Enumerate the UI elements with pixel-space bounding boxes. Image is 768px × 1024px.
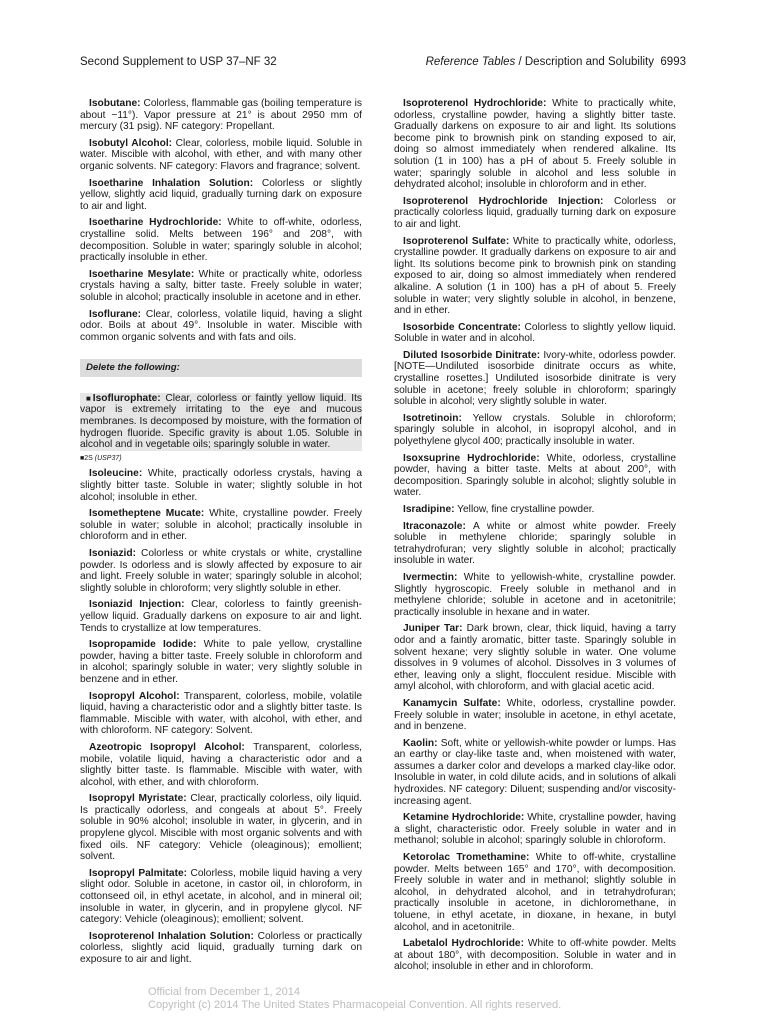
entry-term: Isoflurophate: xyxy=(92,392,161,404)
entry-term: Azeotropic Isopropyl Alcohol: xyxy=(89,741,245,753)
entry-text: Colorless, mobile liquid having a very slight odor. Soluble in acetone, in castor oil, in chloroform, in cottonseed oil, in ethyl acetate, in alcohol, and in mineral oil; insoluble in water, in glycerin, and in propylene glycol. NF category: Vehicle (oleaginous); emollient; solvent. xyxy=(80,867,362,926)
deletion-ref-mark: ■2S xyxy=(80,454,93,462)
delete-notice-bar: Delete the following: xyxy=(80,359,362,377)
entry-text: Transparent, colorless, mobile, volatile liquid, having a characteristic odor and a slightly bitter taste. Is flammable. Miscible with water, with alcohol, with ether, and with chloroform. xyxy=(80,741,362,788)
entry-term: Isoleucine: xyxy=(89,468,143,480)
entry-text: White, practically odorless crystals, having a slightly bitter taste. Soluble in water; slightly soluble in hot alcohol; insoluble in ether. xyxy=(80,468,362,503)
entry-text: White to practically white, odorless, crystalline powder. It gradually darkens on exposure to air and light. Its solutions become pink to brownish pink on standing exposed to air, doing so almost immediately when rendered alkaline. A solution (1 in 100) has a pH of about 5. Freely soluble in water; very slightly soluble in alcohol, in benzene, and in ether. xyxy=(394,235,676,317)
right-column xyxy=(394,98,676,978)
section-title-rest: / Description and Solubility xyxy=(515,56,655,68)
entry-text: White, crystalline powder, having a slight, characteristic odor. Freely soluble in water and in methanol; soluble in alcohol; sparingly soluble in chloroform. xyxy=(394,812,676,847)
section-title xyxy=(426,54,686,70)
left-entries-after xyxy=(80,468,362,965)
entry-term: Isoetharine Inhalation Solution: xyxy=(89,177,254,189)
entry-text: Clear, colorless to faintly greenish-yellow liquid. Gradually darkens on exposure to air and light. Tends to crystallize at low temperatures. xyxy=(80,599,362,634)
page-number: 6993 xyxy=(660,56,686,68)
entry-term: Isoproterenol Hydrochloride Injection: xyxy=(403,195,604,207)
deleted-entry xyxy=(80,393,362,451)
deletion-mark: ■ xyxy=(86,393,93,403)
entry-text: White, odorless, crystalline powder, having a bitter taste. Melts at about 200°, with decomposition. Sparingly soluble in alcohol; slightly soluble in water. xyxy=(394,452,676,499)
entry-term: Isoproterenol Inhalation Solution: xyxy=(89,930,254,942)
monograph-entry xyxy=(80,309,362,344)
entry-term: Isoetharine Hydrochloride: xyxy=(89,217,222,229)
copyright-footer xyxy=(148,986,561,1012)
monograph-entry xyxy=(80,269,362,304)
entry-text: Clear, colorless, volatile liquid, having a slight odor. Boils at about 49°. Insoluble in water. Miscible with common organic solvents and with fats and oils. xyxy=(80,308,362,343)
entry-text: White or practically white, odorless crystals having a salty, bitter taste. Freely soluble in water; soluble in alcohol; practically insoluble in acetone and in ether. xyxy=(80,268,362,303)
monograph-entry xyxy=(80,931,362,966)
entry-term: Isoniazid: xyxy=(89,548,136,559)
monograph-entry xyxy=(394,98,676,191)
entry-term: Kaolin: xyxy=(403,737,438,749)
entry-term: Isotretinoin: xyxy=(403,412,462,424)
entry-term: Isobutyl Alcohol: xyxy=(89,137,173,149)
monograph-entry xyxy=(394,236,676,317)
monograph-entry xyxy=(394,504,676,516)
entry-term: Isoetharine Mesylate: xyxy=(89,268,195,280)
monograph-entry xyxy=(394,413,676,448)
entry-text: Transparent, colorless, mobile, volatile liquid, having a characteristic odor and a slightly bitter taste. Is flammable. Miscible with water, with alcohol, with ether, and with chloroform. NF category: Solvent. xyxy=(80,690,362,737)
entry-term: Isoxsuprine Hydrochloride: xyxy=(403,452,540,464)
entry-text: Colorless or slightly yellow, slightly acid liquid, gradually turning dark on exposure to air and light. xyxy=(80,177,362,212)
monograph-entry xyxy=(80,217,362,263)
monograph-entry xyxy=(394,350,676,408)
entry-term: Isopropyl Alcohol: xyxy=(89,690,180,702)
entry-term: Itraconazole: xyxy=(403,520,466,532)
entry-term: Isosorbide Concentrate: xyxy=(403,321,521,333)
monograph-entry xyxy=(394,938,676,973)
monograph-entry xyxy=(80,599,362,634)
monograph-entry xyxy=(394,453,676,499)
monograph-entry xyxy=(80,868,362,926)
monograph-entry xyxy=(394,196,676,231)
entry-term: Isoproterenol Hydrochloride: xyxy=(403,98,547,109)
entry-text: Clear, colorless or faintly yellow liquid. Its vapor is extremely irritating to the eye and mucous membranes. Is decomposed by moisture, with the formation of hydrogen fluoride. Specific gravity is about 1.05. Soluble in alcohol and in vegetable oils; sparingly soluble in water. xyxy=(80,392,362,451)
monograph-entry xyxy=(80,742,362,788)
section-title-italic: Reference Tables xyxy=(425,56,516,68)
monograph-entry xyxy=(80,178,362,213)
entry-text: White to off-white, odorless, crystalline solid. Melts between 196° and 208°, with decomposition. Soluble in water; sparingly soluble in alcohol; practically insoluble in ether. xyxy=(80,217,362,264)
monograph-entry xyxy=(80,468,362,503)
monograph-entry xyxy=(80,548,362,594)
entry-term: Isopropyl Palmitate: xyxy=(89,867,188,879)
deletion-reference xyxy=(80,453,362,465)
running-header xyxy=(80,54,686,70)
entry-text: Clear, colorless, mobile liquid. Soluble in water. Miscible with alcohol, with ether, and with many other organic solvents. NF category: Flavors and fragrance; solvent. xyxy=(80,137,362,172)
entry-text: White, crystalline powder. Freely soluble in water; soluble in alcohol; practically insoluble in chloroform and in ether. xyxy=(80,508,362,543)
entry-term: Ketorolac Tromethamine: xyxy=(403,852,530,864)
entry-text: White to yellowish-white, crystalline powder. Slightly hygroscopic. Freely soluble in methanol and in methylene chloride; soluble in acetone and in acetonitrile; practically insoluble in hexane and in water. xyxy=(394,571,676,618)
entry-text: Ivory-white, odorless powder. [NOTE—Undiluted isosorbide dinitrate occurs as white, crystalline rosettes.] Undiluted isosorbide dinitrate is very soluble in acetone; freely soluble in chloroform; sparingly soluble in alcohol; very slightly soluble in water. xyxy=(394,349,676,408)
entry-term: Juniper Tar: xyxy=(403,623,463,635)
entry-text: Colorless or white crystals or white, crystalline powder. Is odorless and is slowly affected by exposure to air and light. Freely soluble in water; sparingly soluble in alcohol; slightly soluble in chloroform; very slightly soluble in ether. xyxy=(80,548,362,594)
monograph-entry xyxy=(394,623,676,693)
entry-text: Dark brown, clear, thick liquid, having a tarry odor and a faintly aromatic, bitter taste. Sparingly soluble in solvent hexane; very slightly soluble in water. One volume dissolves in 9 volumes of alcohol. Dissolves in 3 volumes of ether, leaving only a slight, flocculent residue. Miscible with amyl alcohol, with chloroform, and with glacial acetic acid. xyxy=(394,623,676,693)
entry-text: Yellow crystals. Soluble in chloroform; sparingly soluble in alcohol, in isopropyl alcohol, and in polyethylene glycol 400; practically insoluble in water. xyxy=(394,412,676,448)
monograph-entry xyxy=(394,698,676,733)
monograph-entry xyxy=(80,639,362,685)
entry-term: Isradipine: xyxy=(403,504,455,515)
entry-term: Isopropyl Myristate: xyxy=(89,793,187,805)
entry-text: White, odorless, crystalline powder. Freely soluble in water; insoluble in acetone, in ethyl acetate, and in benzene. xyxy=(394,697,676,733)
monograph-entry xyxy=(394,521,676,567)
entry-term: Labetalol Hydrochloride: xyxy=(403,938,524,950)
deletion-ref-source: (USP37) xyxy=(94,454,122,462)
entry-text: White to pale yellow, crystalline powder, having a bitter taste. Freely soluble in chloroform and in alcohol; sparingly soluble in water; very slightly soluble in benzene and in ether. xyxy=(80,639,362,685)
entry-term: Isoflurane: xyxy=(89,308,142,320)
entry-text: Colorless or practically colorless, slightly acid liquid, gradually turning dark on exposure to air and light. xyxy=(80,930,362,965)
entry-term: Ivermectin: xyxy=(403,571,458,583)
left-entries-before xyxy=(80,98,362,343)
entry-term: Kanamycin Sulfate: xyxy=(403,697,501,709)
monograph-entry xyxy=(394,812,676,847)
entry-text: White to off-white powder. Melts at about 180°, with decomposition. Soluble in water and in alcohol; insoluble in ether and in chloroform. xyxy=(394,938,676,973)
monograph-entry xyxy=(80,691,362,737)
entry-term: Isoproterenol Sulfate: xyxy=(403,235,510,247)
entry-term: Isometheptene Mucate: xyxy=(89,508,205,520)
entry-text: Clear, practically colorless, oily liquid. Is practically odorless, and congeals at about 5°. Freely soluble in 90% alcohol; insoluble in water, in glycerin, and in propylene glycol. Miscible with most organic solvents and with fixed oils. NF category: Vehicle (oleaginous); emollient; solvent. xyxy=(80,793,362,863)
entry-term: Isopropamide Iodide: xyxy=(89,639,197,651)
entry-text: White to practically white, odorless, crystalline powder, having a slightly bitter taste. Gradually darkens on exposure to air and light. Its solutions become pink to brownish pink on standing exposed to air, doing so almost immediately when rendered alkaline. Its solution (1 in 100) has a pH of about 5. Freely soluble in water; sparingly soluble in alcohol and less soluble in dehydrated alcohol; insoluble in chloroform and in ether. xyxy=(394,98,676,191)
monograph-entry xyxy=(80,98,362,133)
monograph-entry xyxy=(394,852,676,933)
monograph-entry xyxy=(394,322,676,345)
entry-text: A white or almost white powder. Freely soluble in methylene chloride; sparingly soluble in tetrahydrofuran; very slightly soluble in alcohol; practically insoluble in water. xyxy=(394,520,676,567)
entry-term: Diluted Isosorbide Dinitrate: xyxy=(403,349,541,361)
supplement-title: Second Supplement to USP 37–NF 32 xyxy=(80,56,277,68)
monograph-entry xyxy=(80,508,362,543)
monograph-entry xyxy=(80,138,362,173)
monograph-entry xyxy=(394,738,676,808)
entry-text: Yellow, fine crystalline powder. xyxy=(454,504,595,515)
entry-text: Colorless to slightly yellow liquid. Soluble in water and in alcohol. xyxy=(394,321,676,345)
entry-term: Ketamine Hydrochloride: xyxy=(403,812,525,824)
left-column xyxy=(80,98,362,971)
entry-text: Colorless or practically colorless liquid, gradually turning dark on exposure to air and light. xyxy=(394,195,676,230)
monograph-entry xyxy=(80,793,362,863)
official-date: Official from December 1, 2014 xyxy=(148,986,301,998)
entry-text: White to off-white, crystalline powder. Melts between 165° and 170°, with decomposition. Freely soluble in water and in methanol; slightly soluble in alcohol, in dehydrated alcohol, and in tetrahydrofuran; practically insoluble in acetone, in dichloromethane, in toluene, in ethyl acetate, in dioxane, in hexane, in butyl alcohol, and in acetonitrile. xyxy=(394,852,676,933)
entry-text: Colorless, flammable gas (boiling temperature is about −11°). Vapor pressure at 21° is about 2950 mm of mercury (31 psig). NF category: Propellant. xyxy=(80,98,362,133)
copyright-notice: Copyright (c) 2014 The United States Pharmacopeial Convention. All rights reserved. xyxy=(148,999,562,1011)
entry-term: Isoniazid Injection: xyxy=(89,599,185,611)
right-entries xyxy=(394,98,676,973)
monograph-entry xyxy=(394,572,676,618)
entry-term: Isobutane: xyxy=(89,98,141,109)
entry-text: Soft, white or yellowish-white powder or lumps. Has an earthy or clay-like taste and, when moistened with water, assumes a darker color and develops a marked clay-like odor. Insoluble in water, in cold dilute acids, and in solutions of alkali hydroxides. NF category: Diluent; suspending and/or viscosity-increasing agent. xyxy=(394,737,676,807)
